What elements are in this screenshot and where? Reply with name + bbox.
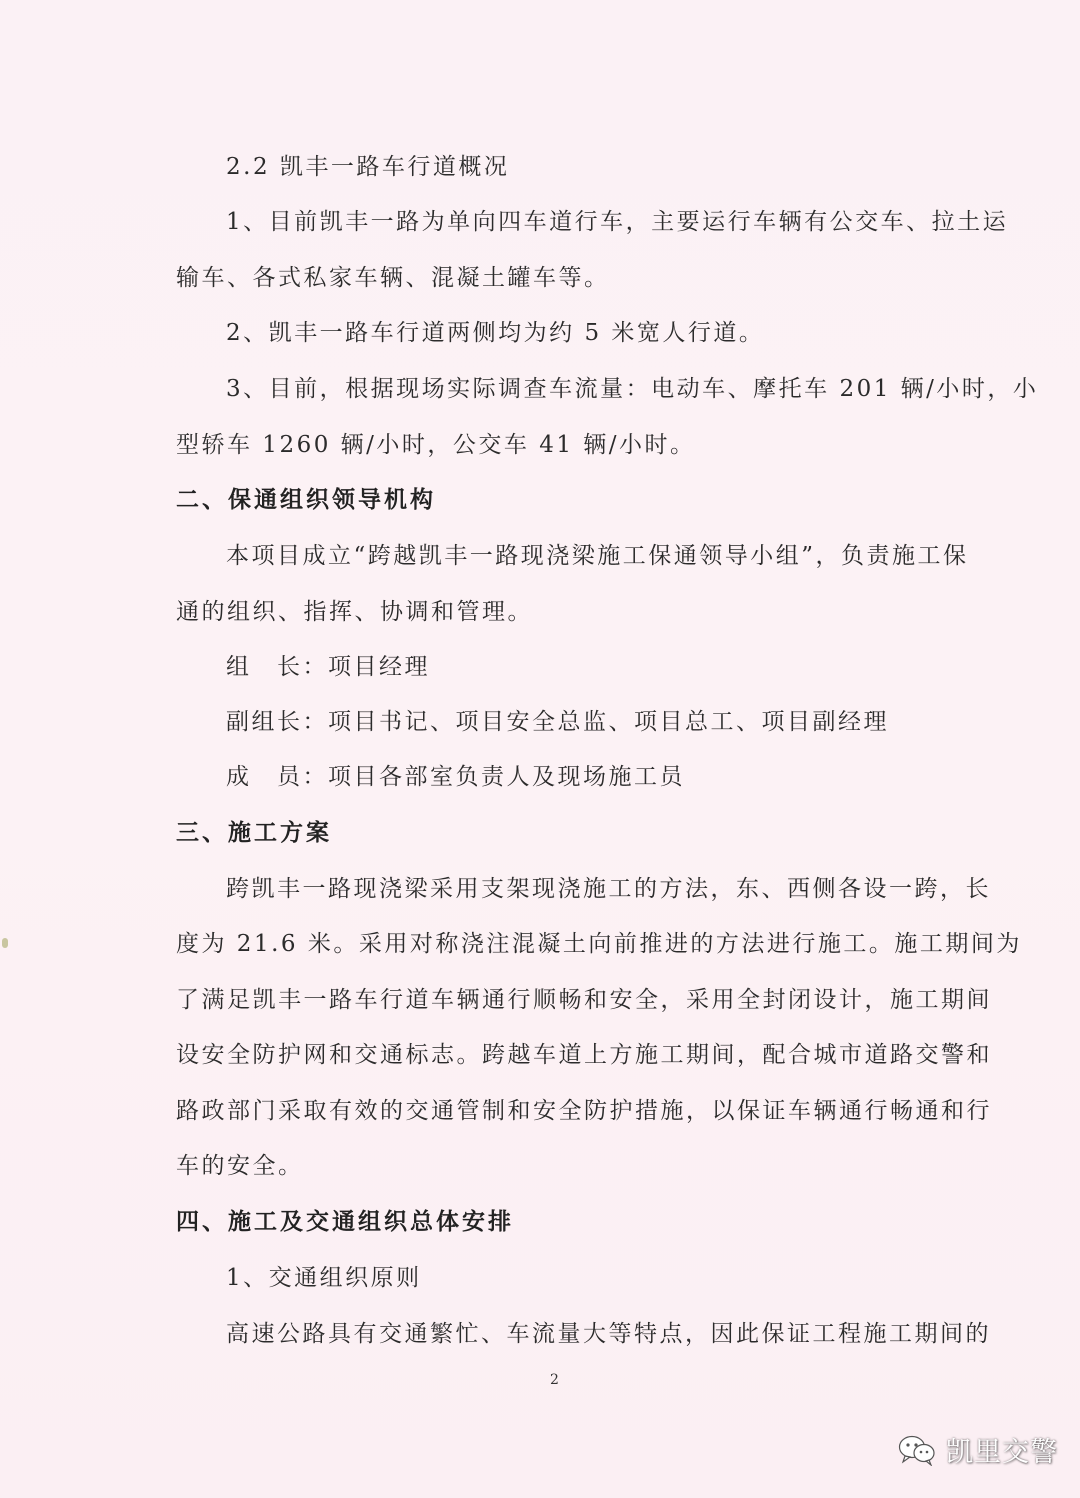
- paragraph-line: 副组长：项目书记、项目安全总监、项目总工、项目副经理: [226, 709, 889, 735]
- page-number: 2: [550, 1372, 559, 1388]
- watermark-text: 凯里交警: [946, 1437, 1058, 1468]
- scan-edge-mark: [2, 938, 8, 948]
- paragraph-line: 型轿车 1260 辆/小时，公交车 41 辆/小时。: [176, 432, 696, 458]
- section-heading: 二、保通组织领导机构: [176, 487, 436, 513]
- paragraph-line: 1、目前凯丰一路为单向四车道行车，主要运行车辆有公交车、拉土运: [226, 209, 1009, 235]
- paragraph-line: 度为 21.6 米。采用对称浇注混凝土向前推进的方法进行施工。施工期间为: [176, 931, 1022, 957]
- paragraph-line: 设安全防护网和交通标志。跨越车道上方施工期间，配合城市道路交警和: [176, 1042, 992, 1068]
- paragraph-line: 组 长：项目经理: [226, 654, 430, 680]
- paragraph-line: 2.2 凯丰一路车行道概况: [226, 154, 510, 180]
- paragraph-line: 高速公路具有交通繁忙、车流量大等特点，因此保证工程施工期间的: [226, 1321, 991, 1347]
- paragraph-line: 3、目前，根据现场实际调查车流量：电动车、摩托车 201 辆/小时，小: [226, 376, 1039, 402]
- paragraph-line: 输车、各式私家车辆、混凝土罐车等。: [176, 265, 610, 291]
- paragraph-line: 1、交通组织原则: [226, 1265, 422, 1291]
- paragraph-line: 路政部门采取有效的交通管制和安全防护措施，以保证车辆通行畅通和行: [176, 1098, 992, 1124]
- paragraph-line: 本项目成立“跨越凯丰一路现浇梁施工保通领导小组”，负责施工保: [226, 543, 969, 569]
- paragraph-line: 跨凯丰一路现浇梁采用支架现浇施工的方法，东、西侧各设一跨，长: [226, 876, 991, 902]
- paragraph-line: 车的安全。: [176, 1153, 304, 1179]
- paragraph-line: 通的组织、指挥、协调和管理。: [176, 599, 533, 625]
- section-heading: 三、施工方案: [176, 820, 332, 846]
- paragraph-line: 成 员：项目各部室负责人及现场施工员: [226, 764, 685, 790]
- wechat-watermark: [898, 1430, 1058, 1469]
- section-heading: 四、施工及交通组织总体安排: [176, 1209, 514, 1235]
- wechat-icon: [898, 1434, 936, 1466]
- paragraph-line: 2、凯丰一路车行道两侧均为约 5 米宽人行道。: [226, 320, 765, 346]
- paragraph-line: 了满足凯丰一路车行道车辆通行顺畅和安全，采用全封闭设计，施工期间: [176, 987, 992, 1013]
